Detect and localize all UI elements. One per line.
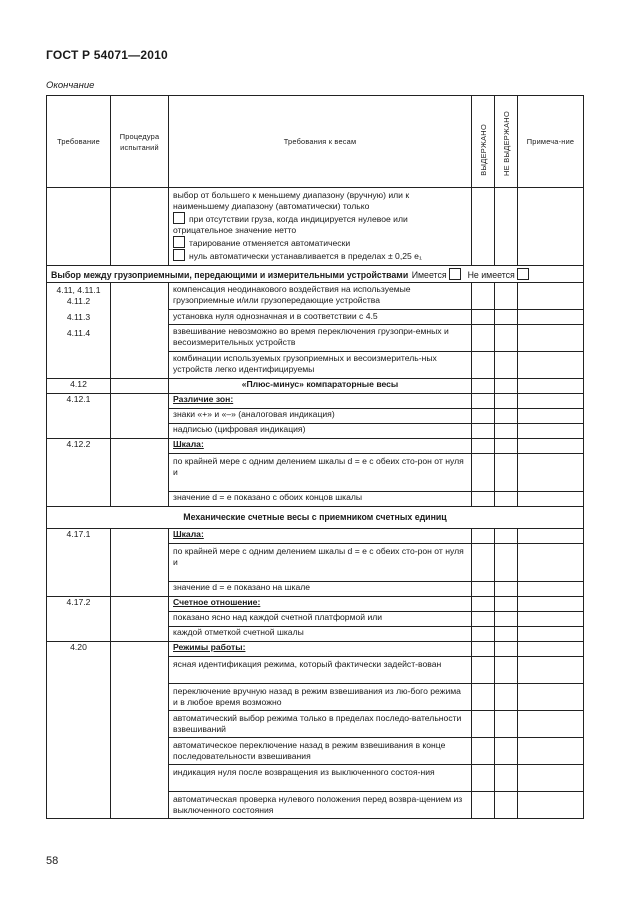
clause-4-12: 4.12 — [47, 379, 111, 394]
option-none-label: Не имеется — [467, 270, 515, 280]
clause-4-11-2: 4.11.2 — [66, 296, 91, 306]
item-zone-title: Различие зон: — [169, 394, 472, 409]
table-row — [47, 642, 584, 657]
requirements-table — [46, 95, 584, 819]
table-row — [47, 439, 584, 454]
option-zero-auto — [173, 249, 467, 262]
item-combinations: комбинации используемых грузоприемных и весоизмеритель-ных устройств легко идентифицируемы — [169, 352, 472, 379]
item-scale-ends: значение d = e показано с обоих концов шкалы — [169, 492, 472, 507]
table-row — [47, 394, 584, 409]
item-ratio-platform: показано ясно над каждой счетной платформой или — [169, 612, 472, 627]
item-zero-setting: установка нуля однозначная и в соответствии с 4.5 — [169, 310, 472, 325]
item-no-weighing-switch: взвешивание невозможно во время переключения грузопри-емных и весоизмерительных устройств — [169, 325, 472, 352]
item-ratio-mark: каждой отметкой счетной шкалы — [169, 627, 472, 642]
item-mode-zero-check: автоматическая проверка нулевого положения перед возвра-щением из выключенного состояния — [169, 792, 472, 819]
table-row — [47, 529, 584, 544]
table-header-row — [47, 96, 584, 188]
col-header-requirement: Требование — [47, 96, 111, 188]
item-plus-minus-title: «Плюс-минус» компараторные весы — [169, 379, 472, 394]
item-modes-title: Режимы работы: — [169, 642, 472, 657]
checkbox-zero-auto[interactable] — [173, 249, 185, 261]
top-block-line1: выбор от большего к меньшему диапазону (вручную) или к наименьшему диапазону (автоматически) только — [173, 190, 410, 211]
checkbox-no-load[interactable] — [173, 212, 185, 224]
page-number: 58 — [46, 855, 59, 867]
col-header-procedure: Процедура испытаний — [111, 96, 169, 188]
col-header-failed — [495, 96, 518, 188]
section-counting-row — [47, 507, 584, 529]
item-compensation: компенсация неодинакового воздействия на используемые грузоприемные и/или грузопередающие устройства — [169, 283, 472, 310]
item-scale-division: по крайней мере с одним делением шкалы d = e с обеих сто-рон от нуля — [173, 456, 464, 466]
clause-4-11-1: 4.11, 4.11.1 — [56, 285, 101, 295]
option-has-label: Имеется — [411, 270, 447, 280]
table-row — [47, 597, 584, 612]
clause-4-17-1: 4.17.1 — [47, 529, 111, 597]
clause-4-12-1: 4.12.1 — [47, 394, 111, 439]
section-counting-title: Механические счетные весы с приемником счетных единиц — [47, 507, 584, 529]
clause-4-11-4: 4.11.4 — [66, 328, 91, 338]
table-row — [47, 283, 584, 310]
item-mode-auto-select: автоматический выбор режима только в пределах последо-вательности взвешиваний — [169, 711, 472, 738]
option-no-load — [173, 212, 467, 236]
item-scale2-title: Шкала: — [169, 529, 472, 544]
failed-label: НЕ ВЫДЕРЖАНО — [501, 110, 511, 176]
option-tare-cancel-text: тарирование отменяется автоматически — [189, 238, 351, 248]
table-row — [47, 379, 584, 394]
clause-4-12-2: 4.12.2 — [47, 439, 111, 507]
section-selection-row — [47, 266, 584, 283]
checkbox-has[interactable] — [449, 268, 461, 280]
item-scale-and: и — [173, 467, 178, 477]
item-mode-identification: ясная идентификация режима, который фактически задейст-вован — [169, 657, 472, 684]
item-scale-title: Шкала: — [169, 439, 472, 454]
clause-4-20: 4.20 — [47, 642, 111, 819]
clause-4-17-2: 4.17.2 — [47, 597, 111, 642]
option-tare-cancel — [173, 236, 467, 249]
continuation-label: Окончание — [46, 80, 95, 91]
document-header: ГОСТ Р 54071—2010 — [46, 48, 168, 62]
checkbox-none[interactable] — [517, 268, 529, 280]
item-scale2-and: и — [173, 557, 178, 567]
item-mode-manual-back: переключение вручную назад в режим взвешивания из лю-бого режима и в любое время возможно — [169, 684, 472, 711]
checkbox-tare-cancel[interactable] — [173, 236, 185, 248]
clause-4-11-3: 4.11.3 — [66, 312, 91, 322]
item-mode-zero-indication: индикация нуля после возвращения из выключенного состоя-ния — [169, 765, 472, 792]
item-scale2-division: по крайней мере с одним делением шкалы d = e с обеих сто-рон от нуля — [173, 546, 464, 556]
option-no-load-text: при отсутствии груза, когда индицируется нулевое или отрицательное значение нетто — [173, 214, 408, 235]
col-header-scale-requirements: Требования к весам — [169, 96, 472, 188]
item-scale2-value: значение d = e показано на шкале — [169, 582, 472, 597]
section-selection-title: Выбор между грузоприемными, передающими и измерительными устройствами — [51, 270, 409, 280]
col-header-passed — [472, 96, 495, 188]
col-header-note: Примеча-ние — [518, 96, 584, 188]
option-zero-auto-text: нуль автоматически устанавливается в пределах ± 0,25 e₁ — [189, 251, 422, 261]
passed-label: ВЫДЕРЖАНО — [478, 124, 488, 176]
top-block-row — [47, 188, 584, 266]
item-mode-auto-back: автоматическое переключение назад в режим взвешивания в конце последовательности взвешивания — [169, 738, 472, 765]
item-ratio-title: Счетное отношение: — [169, 597, 472, 612]
item-zone-signs: знаки «+» и «–» (аналоговая индикация) — [169, 409, 472, 424]
item-zone-inscription: надписью (цифровая индикация) — [169, 424, 472, 439]
